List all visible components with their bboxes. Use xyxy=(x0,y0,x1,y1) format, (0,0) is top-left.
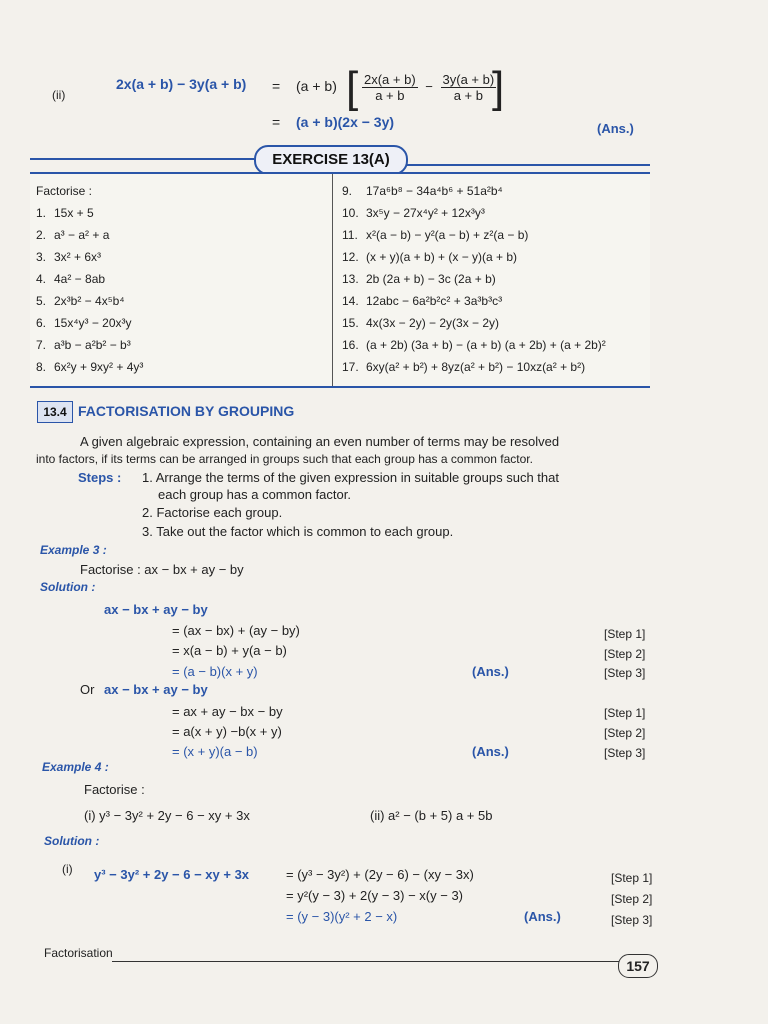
fraction-group xyxy=(358,72,500,103)
exercise-item xyxy=(342,184,503,198)
exercise-item-number: 7. xyxy=(36,338,47,352)
exercise-item-number: 1. xyxy=(36,206,47,220)
exercise-title: EXERCISE 13(A) xyxy=(254,145,408,175)
exercise-item-number: 10. xyxy=(342,206,359,220)
ex4-step-1-tag: [Step 1] xyxy=(611,871,653,885)
exercise-item xyxy=(36,228,109,242)
exercise-rule-right xyxy=(404,164,650,166)
ex3-answer-2: (Ans.) xyxy=(472,744,509,759)
exercise-item-number: 13. xyxy=(342,272,359,286)
exercise-item-text: 2x³b² − 4x⁵b⁴ xyxy=(54,294,125,308)
exercise-item-number: 4. xyxy=(36,272,47,286)
step-1-line-a: 1. Arrange the terms of the given expression in suitable groups such that xyxy=(142,470,559,485)
example-3-question: Factorise : ax − bx + ay − by xyxy=(80,562,244,577)
exercise-item-text: 12abc − 6a²b²c² + 3a³b³c³ xyxy=(366,294,503,308)
exercise-item-number: 11. xyxy=(342,228,358,242)
exercise-item-text: (a + 2b) (3a + b) − (a + b) (a + 2b) + (a + 2b)² xyxy=(366,338,606,352)
step-2: 2. Factorise each group. xyxy=(142,505,283,520)
top-result: (a + b)(2x − 3y) xyxy=(296,114,395,130)
example-4-label: Example 4 : xyxy=(42,760,109,774)
exercise-item xyxy=(36,250,101,264)
section-title: FACTORISATION BY GROUPING xyxy=(78,403,295,419)
ex4-answer: (Ans.) xyxy=(524,909,561,924)
ex3-or: Or xyxy=(80,682,95,697)
common-factor: (a + b) xyxy=(296,78,337,94)
exercise-item xyxy=(36,272,105,286)
fraction-2-denominator: a + b xyxy=(453,88,483,103)
page-number: 157 xyxy=(618,954,658,978)
ex3-line-4: = ax + ay − bx − by xyxy=(172,704,283,719)
exercise-item-number: 8. xyxy=(36,360,47,374)
footer-chapter: Factorisation xyxy=(44,946,113,960)
answer-tag: (Ans.) xyxy=(597,121,634,136)
ex4-expression: y³ − 3y² + 2y − 6 − xy + 3x xyxy=(94,867,250,882)
example-4-part-ii: (ii) a² − (b + 5) a + 5b xyxy=(370,808,493,823)
exercise-item xyxy=(36,360,143,374)
ex4-step-2-tag: [Step 2] xyxy=(611,892,653,906)
exercise-item-text: a³b − a²b² − b³ xyxy=(54,338,131,352)
exercise-item xyxy=(36,316,132,330)
equals-sign-2: = xyxy=(272,114,281,130)
ex3-expression: ax − bx + ay − by xyxy=(104,602,208,617)
exercise-item xyxy=(36,206,94,220)
exercise-rule-left xyxy=(30,158,254,160)
exercise-item-number: 16. xyxy=(342,338,359,352)
exercise-item xyxy=(342,250,517,264)
paragraph-line-1: A given algebraic expression, containing an even number of terms may be resolved xyxy=(80,434,560,449)
step-1-line-b: each group has a common factor. xyxy=(158,487,351,502)
ex3-step-2-tag-b: [Step 2] xyxy=(604,726,646,740)
ex3-step-3-tag: [Step 3] xyxy=(604,666,646,680)
exercise-item-text: 6x²y + 9xy² + 4y³ xyxy=(54,360,144,374)
fraction-minus: − xyxy=(425,78,433,94)
ex3-answer-1: (Ans.) xyxy=(472,664,509,679)
ex4-step-3-tag: [Step 3] xyxy=(611,913,653,927)
exercise-item-text: 2b (2a + b) − 3c (2a + b) xyxy=(366,272,496,286)
bracket-right: ] xyxy=(492,63,505,112)
example-4-question: Factorise : xyxy=(84,782,145,797)
ex3-step-1-tag-b: [Step 1] xyxy=(604,706,646,720)
ex3-line-5: = a(x + y) −b(x + y) xyxy=(172,724,282,739)
example-3-label: Example 3 : xyxy=(40,543,107,557)
part-label: (ii) xyxy=(52,88,66,102)
exercise-item xyxy=(342,316,499,330)
exercise-item-text: 6xy(a² + b²) + 8yz(a² + b²) − 10xz(a² + b²) xyxy=(366,360,586,374)
ex3-step-2-tag: [Step 2] xyxy=(604,647,646,661)
ex3-step-1-tag: [Step 1] xyxy=(604,627,646,641)
exercise-item-number: 3. xyxy=(36,250,47,264)
ex4-line-3: = (y − 3)(y² + 2 − x) xyxy=(286,909,398,924)
ex3-line-2: = x(a − b) + y(a − b) xyxy=(172,643,287,658)
exercise-item-number: 9. xyxy=(342,184,353,198)
exercise-item-text: a³ − a² + a xyxy=(54,228,110,242)
exercise-item xyxy=(342,338,606,352)
footer-rule xyxy=(112,961,622,962)
exercise-item-number: 5. xyxy=(36,294,47,308)
fraction-1-numerator: 2x(a + b) xyxy=(364,72,416,87)
ex4-line-1: = (y³ − 3y²) + (2y − 6) − (xy − 3x) xyxy=(286,867,474,882)
exercise-item xyxy=(36,338,131,352)
exercise-item-text: 15x⁴y³ − 20x³y xyxy=(54,316,132,330)
fraction-2-numerator: 3y(a + b) xyxy=(442,72,495,87)
exercise-item-text: 3x⁵y − 27x⁴y² + 12x³y³ xyxy=(366,206,485,220)
exercise-item xyxy=(342,360,585,374)
steps-label: Steps : xyxy=(78,470,122,485)
exercise-item-number: 15. xyxy=(342,316,359,330)
exercise-item-text: 4a² − 8ab xyxy=(54,272,106,286)
exercise-item-number: 2. xyxy=(36,228,47,242)
ex3-step-3-tag-b: [Step 3] xyxy=(604,746,646,760)
top-lhs: 2x(a + b) − 3y(a + b) xyxy=(116,76,247,92)
exercise-item xyxy=(342,228,528,242)
exercise-item-text: (x + y)(a + b) + (x − y)(a + b) xyxy=(366,250,518,264)
example-4-solution-label: Solution : xyxy=(44,834,100,848)
ex3-line-6: = (x + y)(a − b) xyxy=(172,744,258,759)
ex3-line-3: = (a − b)(x + y) xyxy=(172,664,258,679)
exercise-item xyxy=(36,294,125,308)
ex4-line-2: = y²(y − 3) + 2(y − 3) − x(y − 3) xyxy=(286,888,464,903)
paragraph-line-2: into factors, if its terms can be arranged in groups such that each group has a common factor. xyxy=(36,452,533,466)
exercise-item-number: 12. xyxy=(342,250,359,264)
exercise-item-text: 17a⁶b⁸ − 34a⁴b⁶ + 51a²b⁴ xyxy=(366,184,503,198)
example-3-solution-label: Solution : xyxy=(40,580,96,594)
exercise-item-number: 14. xyxy=(342,294,359,308)
exercise-item xyxy=(342,294,502,308)
exercise-item-number: 17. xyxy=(342,360,359,374)
ex3-expression-2: ax − bx + ay − by xyxy=(104,682,208,697)
ex4-part-label: (i) xyxy=(62,862,73,876)
step-3: 3. Take out the factor which is common to each group. xyxy=(142,524,454,539)
example-4-part-i: (i) y³ − 3y² + 2y − 6 − xy + 3x xyxy=(84,808,250,823)
fraction-1-denominator: a + b xyxy=(375,88,405,103)
exercise-item-text: 3x² + 6x³ xyxy=(54,250,102,264)
exercise-item-number: 6. xyxy=(36,316,47,330)
ex3-line-1: = (ax − bx) + (ay − by) xyxy=(172,623,300,638)
exercise-item-text: 4x(3x − 2y) − 2y(3x − 2y) xyxy=(366,316,500,330)
exercise-item xyxy=(342,206,485,220)
equals-sign: = xyxy=(272,78,281,94)
exercise-item xyxy=(342,272,496,286)
column-divider xyxy=(332,174,333,386)
exercise-item-text: x²(a − b) − y²(a − b) + z²(a − b) xyxy=(366,228,529,242)
bracket-left: [ xyxy=(346,63,359,112)
exercise-table xyxy=(30,172,650,388)
exercise-item-text: 15x + 5 xyxy=(54,206,94,220)
section-number: 13.4 xyxy=(37,401,73,423)
exercise-intro: Factorise : xyxy=(36,184,93,198)
